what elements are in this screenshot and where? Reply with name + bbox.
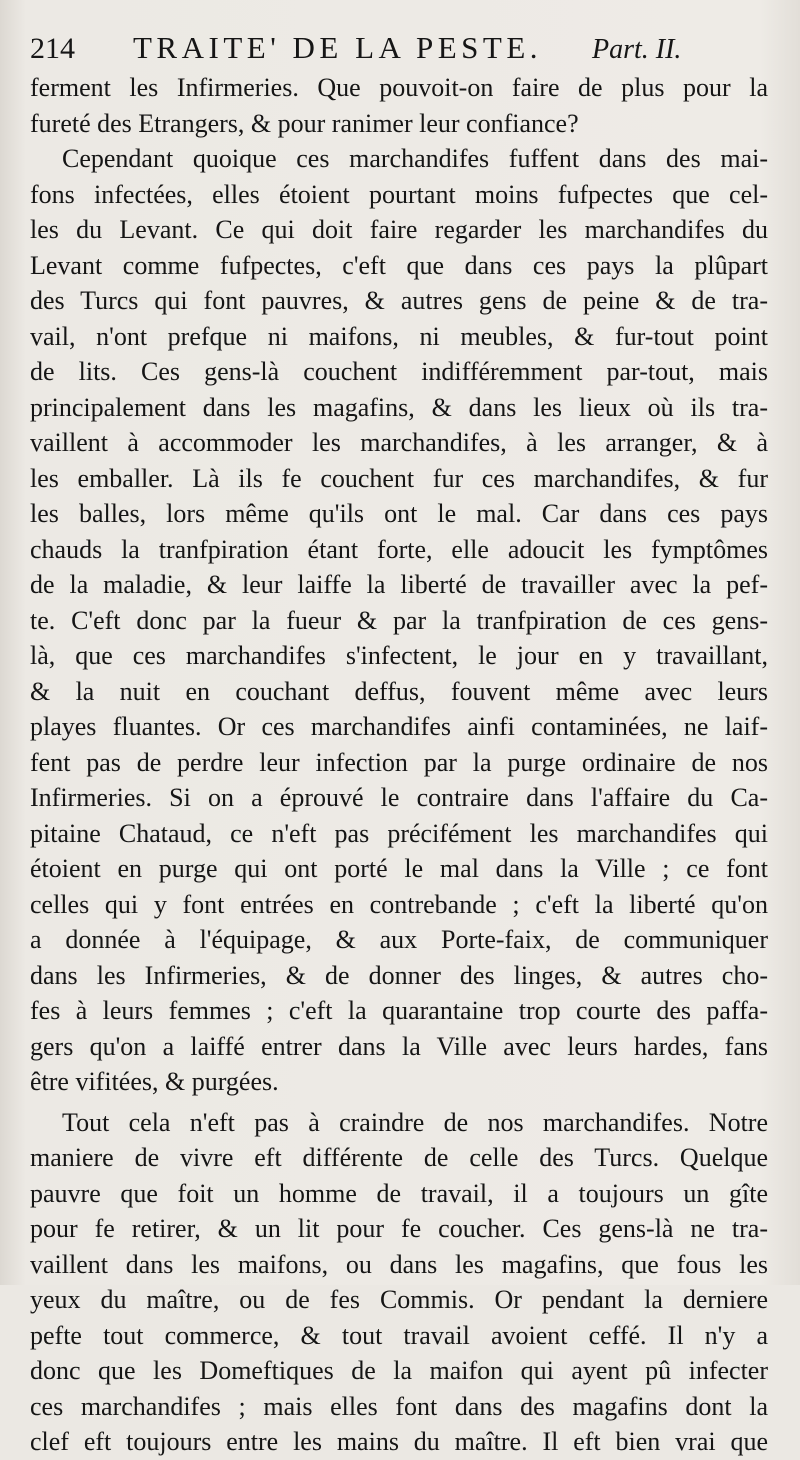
page-header	[30, 30, 790, 70]
text-line: clef eft toujours entre les mains du maître. Il eft bien vrai que	[30, 1427, 768, 1456]
text-line: Levant comme fufpectes, c'eft que dans ces pays la plûpart	[30, 250, 768, 280]
text-line: vail, n'ont prefque ni maifons, ni meubles, & fur-tout point	[30, 321, 768, 351]
text-line: donc que les Domeftiques de la maifon qui ayent pû infecter	[30, 1356, 768, 1385]
text-line: de lits. Ces gens-là couchent indifféremment par-tout, mais	[30, 357, 768, 386]
text-line: maniere de vivre eft différente de celle des Turcs. Quelque	[30, 1143, 768, 1172]
text-line: les du Levant. Ce qui doit faire regarder les marchandifes du	[30, 215, 768, 244]
text-line: pefte tout commerce, & tout travail avoient ceffé. Il n'y a	[30, 1320, 768, 1350]
text-line: les emballer. Là ils fe couchent fur ces marchandifes, & fur	[30, 463, 768, 493]
text-line: celles qui y font entrées en contrebande ; c'eft la liberté qu'on	[30, 889, 768, 919]
text-line: Infirmeries. Si on a éprouvé le contraire dans l'affaire du Ca-	[30, 783, 768, 812]
text-line: chauds la tranfpiration étant forte, elle adoucit les fymptômes	[30, 534, 768, 564]
text-line: étoient en purge qui ont porté le mal dans la Ville ; ce font	[30, 854, 768, 883]
body-text	[30, 70, 768, 1460]
text-line: de la maladie, & leur laiffe la liberté de travailler avec la pef-	[30, 570, 768, 599]
text-line: vaillent à accommoder les marchandifes, à les arranger, & à	[30, 428, 768, 457]
text-line: principalement dans les magafins, & dans les lieux où ils tra-	[30, 392, 768, 422]
text-line: pour fe retirer, & un lit pour fe coucher. Ces gens-là ne tra-	[30, 1214, 768, 1243]
text-line: dans les Infirmeries, & de donner des linges, & autres cho-	[30, 960, 768, 990]
text-line: fes à leurs femmes ; c'eft la quarantaine trop courte des paffa-	[30, 996, 768, 1025]
text-line: fent pas de perdre leur infection par la purge ordinaire de nos	[30, 747, 768, 777]
text-line: les balles, lors même qu'ils ont le mal. Car dans ces pays	[30, 499, 768, 528]
text-line: pauvre que foit un homme de travail, il a toujours un gîte	[30, 1178, 768, 1208]
text-line: être vifitées, & purgées.	[30, 1067, 279, 1096]
paragraph-first-line: Tout cela n'eft pas à craindre de nos marchandifes. Notre	[62, 1107, 768, 1137]
text-line: fons infectées, elles étoient pourtant moins fufpectes que cel-	[30, 179, 768, 209]
text-line: te. C'eft donc par la fueur & par la tranfpiration de ces gens-	[30, 605, 768, 635]
paragraph-first-line: Cependant quoique ces marchandifes fuffent dans des mai-	[62, 144, 768, 173]
text-line: playes fluantes. Or ces marchandifes ainfi contaminées, ne laif-	[30, 712, 768, 741]
text-line: yeux du maître, ou de fes Commis. Or pendant la derniere	[30, 1285, 768, 1314]
text-line: pitaine Chataud, ce n'eft pas précifément les marchandifes qui	[30, 818, 768, 848]
text-line: là, que ces marchandifes s'infectent, le jour en y travaillant,	[30, 641, 768, 670]
text-line: ferment les Infirmeries. Que pouvoit-on faire de plus pour la	[30, 73, 768, 102]
page-number: 214	[30, 32, 75, 65]
part-label: Part. II.	[592, 34, 682, 65]
text-line: ces marchandifes ; mais elles font dans des magafins dont la	[30, 1391, 768, 1421]
text-line: a donnée à l'équipage, & aux Porte-faix, de communiquer	[30, 925, 768, 954]
text-line: vaillent dans les maifons, ou dans les magafins, que fous les	[30, 1249, 768, 1279]
text-line: fureté des Etrangers, & pour ranimer leur confiance?	[30, 108, 579, 138]
running-title: TRAITE' DE LA PESTE.	[133, 30, 543, 65]
text-line: gers qu'on a laiffé entrer dans la Ville avec leurs hardes, fans	[30, 1031, 768, 1061]
text-line: des Turcs qui font pauvres, & autres gens de peine & de tra-	[30, 286, 768, 315]
text-line: & la nuit en couchant deffus, fouvent même avec leurs	[30, 676, 768, 706]
